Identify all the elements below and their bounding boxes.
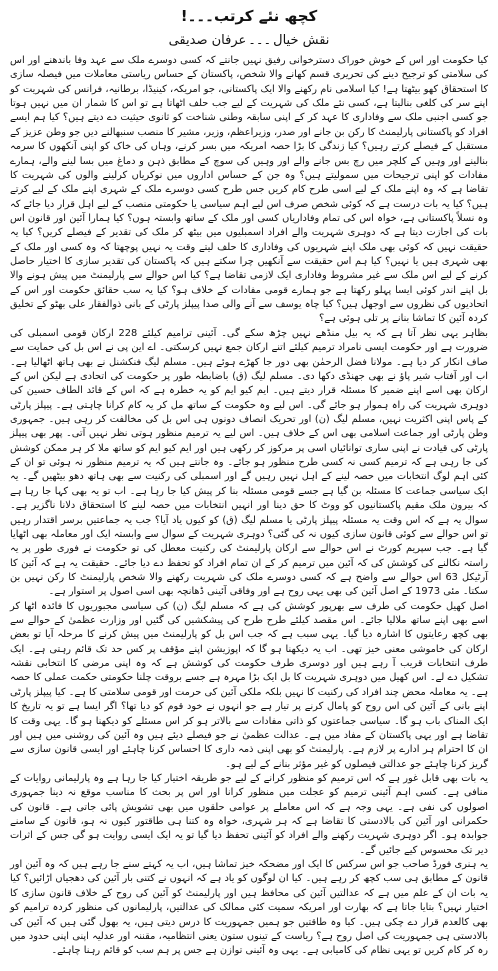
paragraph: بظاہر یہی نظر آتا ہے کہ یہ بیل منڈھے نہیں چڑھ سکے گی۔ آئینی ترامیم کیلئے 228 ارکان قومی اسمبلی کی ضرورت ہے اور حکومت ایسی نامراد ترمیم کیلئے اتنے ارکان جمع نہیں کرسکتی۔ اے این پی نے اس بل کی حمایت سے صاف انکار کر دیا ہے۔ مولانا فضل الرحمٰن بھی دور جا کھڑے ہوئے ہیں۔ مسلم لیگ فنکشنل نے بھی ہاتھ اٹھالیا ہے۔ اب اور آفتاب شیر پاؤ نے بھی جھنڈی دکھا دی۔ مسلم لیگ (ق) باضابطہ طور پر حکومت کی اتحادی ہے لیکن اس کے ارکان بھی اسے اپنے ضمیر کا مسئلہ قرار دیتے ہیں۔ ایم کیو ایم کو یہ خطرہ ہے کہ اس کے قائد الطاف حسین کی دوہری شہریت کی راہ ہموار ہو جائے گی۔ اس لیے وہ حکومت کے ساتھ مل کر یہ کام کرانا چاہتی ہے۔ پیپلز پارٹی کے پاس اپنی اکثریت نہیں، مسلم لیگ (ن) اور تحریک انصاف دونوں ہی اس بل کی مخالفت کر رہی ہیں۔ جمہوری وطن پارٹی اور جماعت اسلامی بھی اس کے خلاف ہیں۔ اس لیے یہ ترمیم منظور ہوتی نظر نہیں آتی۔ پھر بھی پیپلز پارٹی کی قیادت نے اپنی ساری توانائیاں اسی پر مرکوز کر رکھی ہیں اور ایم کیو ایم کو ساتھ ملا کر ہر ممکن کوشش کی جا رہی ہے کہ ترمیم کسی نہ کسی طرح منظور ہو جائے۔ وہ جانتے ہیں کہ یہ ترمیم منظور نہ ہوئی تو ان کے کئی اہم لوگ انتخابات میں حصہ لینے کے اہل نہیں رہیں گے اور اسمبلی کی رکنیت سے بھی ہاتھ دھو بیٹھیں گے۔ یہ ایک سیاسی جماعت کا مسئلہ بن گیا ہے جسے قومی مسئلہ بنا کر پیش کیا جا رہا ہے۔ اب تو یہ بھی کہا جا رہا ہے کہ بیرون ملک مقیم پاکستانیوں کو ووٹ کا حق دینا اور انہیں انتخابات میں حصہ لینے کا استحقاق دلانا ناگزیر ہے۔ سوال یہ ہے کہ اس وقت یہ مسئلہ پیپلز پارٹی یا مسلم لیگ (ق) کو کیوں یاد آیا؟ جب یہ جماعتیں برسر اقتدار رہیں تو اس حوالے سے کوئی قانون سازی کیوں نہ کی گئی؟ دوہری شہریت کے سوال سے وابستہ ایک اور معاملہ بھی اٹھایا گیا ہے۔ جب سپریم کورٹ نے اس حوالے سے ارکان پارلیمنٹ کی رکنیت معطل کی تو حکومت نے فوری طور پر یہ راستہ نکالنے کی کوشش کی کہ آئین میں ترمیم کر کے ان تمام افراد کو تحفظ دے دیا جائے۔ حقیقت یہ ہے کہ آئین کا آرٹیکل 63 اس حوالے سے واضح ہے کہ کسی دوسرے ملک کی شہریت رکھنے والا شخص پارلیمنٹ کا رکن نہیں بن سکتا۔ مئی 1973 کے اصل آئین کی بھی یہی روح ہے اور وفاقی آئینی ڈھانچہ بھی اسی اصول پر استوار ہے۔ xyxy=(10,327,488,598)
paragraph: یہ ہنری فورڈ صاحب جو اس سرکس کا ایک اور مضحکہ خیز تماشا ہیں، اب یہ کہتے سنے جا رہے ہیں کہ وہ آئین اور قانون کے مطابق ہی سب کچھ کر رہے ہیں۔ کیا ان لوگوں کو یاد ہے کہ انہوں نے کتنی بار آئین کی دھجیاں اڑائیں؟ کیا یہ بات ان کے علم میں ہے کہ عدالتیں آئین کی محافظ ہیں اور پارلیمنٹ کو آئین کی روح کے خلاف قانون سازی کا اختیار نہیں؟ بتایا جاتا ہے کہ بھارت اور امریکہ سمیت کئی ممالک کی عدالتیں، پارلیمانوں کی منظور کردہ ترامیم کو بھی کالعدم قرار دے چکی ہیں۔ کیا وہ طاقتیں جو ہمیں جمہوریت کا درس دیتی ہیں، یہ بھول گئی ہیں کہ آئین کی بالادستی ہی جمہوریت کی اصل روح ہے؟ ریاست کے تینوں ستون یعنی انتظامیہ، مقننہ اور عدلیہ اپنی اپنی حدود میں رہ کر کام کریں تو یہی نظام کی کامیابی ہے۔ یہی وہ آئینی توازن ہے جس پر ہم سب کو قائم رہنا چاہئے۔ xyxy=(10,859,488,957)
byline-separator: ۔۔۔ xyxy=(248,33,272,48)
paragraph: یہ بات بھی قابل غور ہے کہ اس ترمیم کو منظور کرانے کے لیے جو طریقہ اختیار کیا جا رہا ہے وہ پارلیمانی روایات کے منافی ہے۔ کسی اہم آئینی ترمیم کو عجلت میں منظور کرانا اور اس پر بحث کا مناسب موقع نہ دینا جمہوری اصولوں کی نفی ہے۔ یہی وجہ ہے کہ اس معاملے پر عوامی حلقوں میں بھی تشویش پائی جاتی ہے۔ قانون کی حکمرانی اور آئین کی بالادستی کا تقاضا ہے کہ ہر شہری، خواہ وہ کتنا ہی طاقتور کیوں نہ ہو، قانون کے سامنے جوابدہ ہو۔ اگر دوہری شہریت رکھنے والے افراد کو آئینی تحفظ دیا گیا تو یہ ایک ایسی روایت ہو گی جس کے اثرات دیر تک محسوس کیے جائیں گے۔ xyxy=(10,772,488,856)
article-title: کچھ نئے کرتب۔۔۔! xyxy=(180,7,318,25)
paragraph: اصل کھیل حکومت کی طرف سے بھرپور کوشش کی ہے کہ مسلم لیگ (ن) کی سیاسی مجبوریوں کا فائدہ اٹھا کر اسے بھی اپنے ساتھ ملالیا جائے۔ اس مقصد کیلئے طرح طرح کی پیشکشیں کی گئیں اور وزارت عظمیٰ کے حوالے سے بھی کچھ رعایتوں کا اشارہ دیا گیا۔ یہی سبب ہے کہ جب اس بل کو پارلیمنٹ میں پیش کرنے کا مرحلہ آیا تو بعض ارکان کی خاموشی معنی خیز تھی۔ اب یہ دیکھنا ہو گا کہ اپوزیشن اپنے مؤقف پر کس حد تک قائم رہتی ہے۔ ایک طرف انتخابات قریب آ رہے ہیں اور دوسری طرف حکومت کی کوشش ہے کہ وہ اپنی مرضی کا انتخابی نقشہ تشکیل دے لے۔ اس کھیل میں دوہری شہریت کا بل ایک بڑا مہرہ ہے جسے بروقت چلنا حکومتی حکمت عملی کا حصہ ہے۔ یہ معاملہ محض چند افراد کی رکنیت کا نہیں بلکہ ملکی آئین کی حرمت اور قومی سلامتی کا ہے۔ کیا پیپلز پارٹی اپنے بانی کے آئین کی اس روح کو پامال کرنے پر تیار ہے جو انہوں نے خود قوم کو دیا تھا؟ اگر ایسا ہے تو یہ تاریخ کا ایک المناک باب ہو گا۔ سیاسی جماعتوں کو ذاتی مفادات سے بالاتر ہو کر اس مسئلے کو دیکھنا ہو گا۔ یہی وقت کا تقاضا ہے اور یہی پاکستان کے مفاد میں ہے۔ عدالت عظمیٰ نے جو فیصلے دیئے ہیں وہ آئین کی روشنی میں ہیں اور ان کا احترام ہر ادارے پر لازم ہے۔ پارلیمنٹ کو بھی اپنی ذمہ داری کا احساس کرنا چاہئے اور ایسی قانون سازی سے گریز کرنا چاہئے جو عدالتی فیصلوں کو غیر مؤثر بنانے کے لیے ہو۔ xyxy=(10,600,488,770)
article-body xyxy=(10,54,488,959)
author-name: عرفان صدیقی xyxy=(168,33,247,48)
column-header xyxy=(10,6,488,50)
paragraph: کیا حکومت اور اس کے خوش خوراک دسترخوانی رفیق نہیں جانتے کہ کسی دوسرے ملک سے عہد وفا باندھنے اور اس کی سلامتی کو ترجیح دینے کی تحریری قسم کھانے والا شخص، پاکستان کے حساس ریاستی معاملات میں فیصلہ سازی کا استحقاق کھو بیٹھتا ہے! کیا اسلامی نام رکھنے والا ایک پاکستانی، جو امریکہ، کینیڈا، برطانیہ، فرانس کی شہریت کو اپنے سر کی کلغی بنالیتا ہے، کسی نئے ملک کی شہریت کے لیے جب حلف اٹھاتا ہے تو اس کا شمار ان میں نہیں ہوتا جو کسی اجنبی ملک سے وفاداری کا عہد کر کے اپنی سابقہ وطنی شناخت کو ثانوی حیثیت دے دیتے ہیں؟ کیا ہم ایسے افراد کو پاکستانی پارلیمنٹ کا رکن بن جانے اور صدر، وزیراعظم، وزیر، مشیر کا منصب سنبھالنے دیں جو وطن عزیز کے مستقبل کے فیصلے کرتے رہیں؟ کیا زندگی کا بڑا حصہ امریکہ میں بسر کرنے، وہاں کی خاک کو اپنی آنکھوں کا سرمہ بنالینے اور وہیں کے کلچر میں رچ بس جانے والے اور وہیں کی سوچ کے مطابق ذہن و دماغ میں بسا لینے والے، ہمارے مفادات کو اپنی ترجیحات میں سمولیتے ہیں؟ وہ جن کے حساس اداروں میں نوکریاں کرلینے والوں کی شہریت کا تقاضا ہے کہ وہ اپنے ملک کے لیے اسی طرح کام کریں جس طرح کسی دوسرے ملک کے شہری اپنے ملک کے لیے کرتے ہیں؟ کیا یہ بات درست ہے کہ کوئی شخص صرف اس لیے اہم سیاسی یا حکومتی منصب کے لیے اہل قرار دیا جائے کہ وہ نسلاً پاکستانی ہے، خواہ اس کی تمام وفاداریاں کسی اور ملک کے ساتھ وابستہ ہوں؟ کیا ہمارا آئین اور قانون اس بات کی اجازت دیتا ہے کہ دوہری شہریت والے افراد اسمبلیوں میں بیٹھ کر ملک کی تقدیر کے فیصلے کریں؟ کیا یہ حقیقت نہیں کہ کوئی بھی ملک اپنے شہریوں کی وفاداری کا حلف لیتے وقت یہ نہیں پوچھتا کہ وہ کسی اور ملک کے بھی شہری ہیں یا نہیں؟ کیا ہم اس حقیقت سے آنکھیں چرا سکتے ہیں کہ پاکستان کی تقدیر سازی کا اختیار حاصل کرنے کے لیے اس ملک سے غیر مشروط وفاداری ایک لازمی تقاضا ہے؟ کیا اس حوالے سے پارلیمنٹ میں پیش ہونے والا بل اپنے اندر کوئی ایسا پہلو رکھتا ہے جو ہمارے قومی مفادات کے خلاف ہو؟ کیا یہ سب حقائق حکومت اور اس کے اتحادیوں کی نظروں سے اوجھل ہیں؟ کیا چاہ یوسف سے آنے والی صدا پیپلز پارٹی کے بانی ذوالفقار علی بھٹو کے تخلیق کردہ آئین کا تماشا بنانے پر تلی ہوئی ہے؟ xyxy=(10,55,488,325)
column-name: نقش خیال xyxy=(273,33,330,48)
byline xyxy=(10,32,488,50)
